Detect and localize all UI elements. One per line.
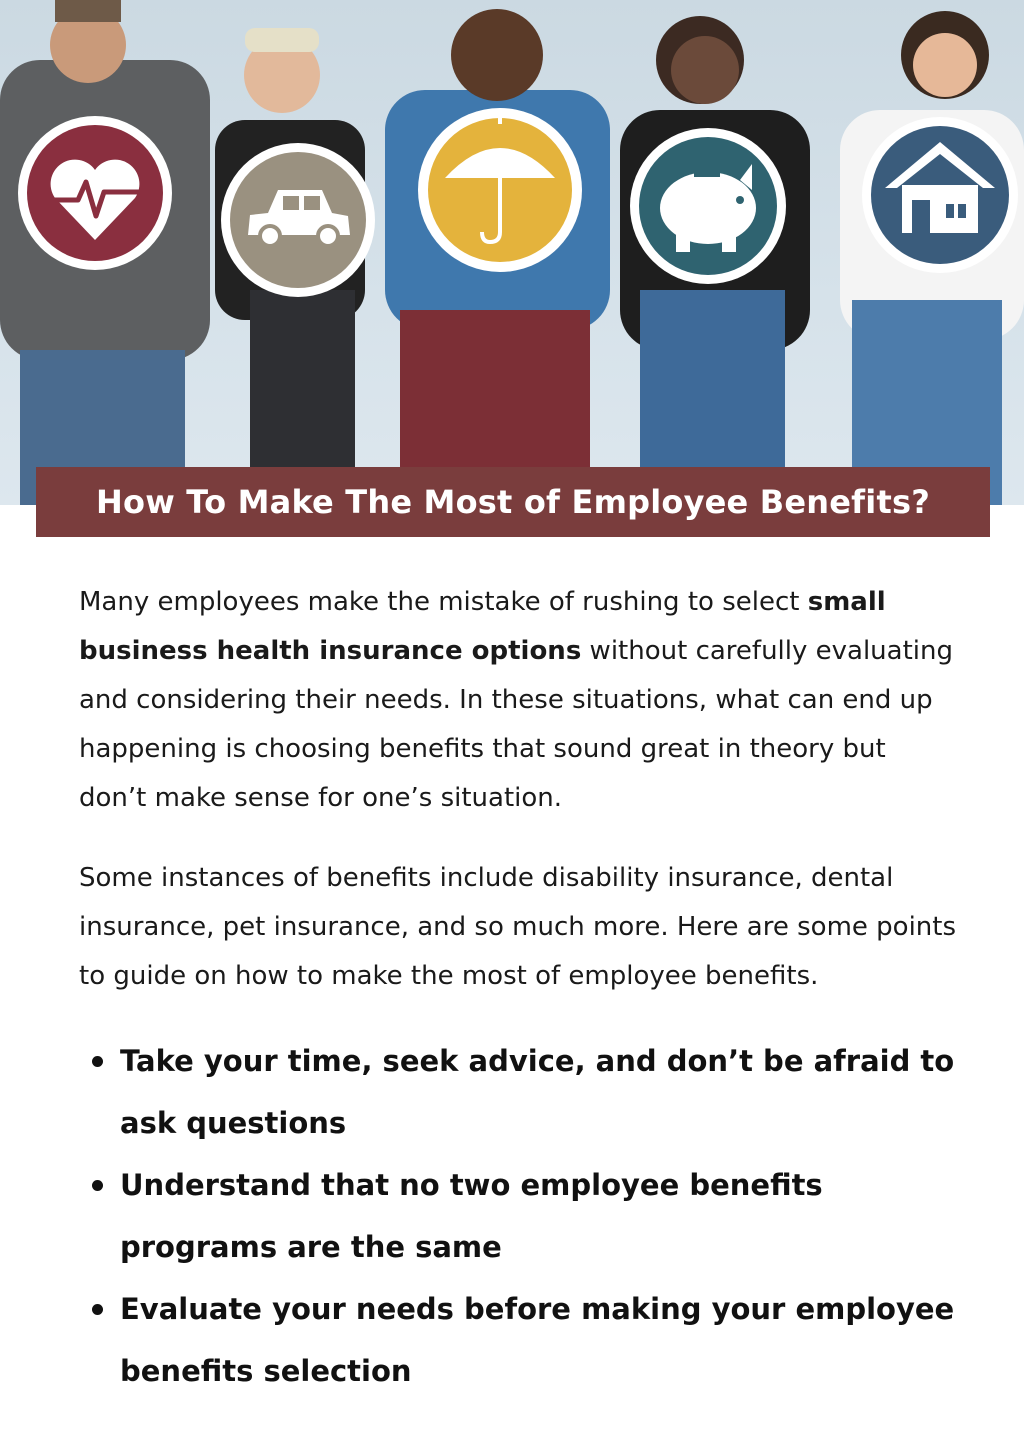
house-icon bbox=[862, 117, 1018, 273]
list-item-text: Evaluate your needs before making your employee benefits selection bbox=[120, 1292, 955, 1388]
list-item-text: Understand that no two employee benefits programs are the same bbox=[120, 1168, 823, 1264]
hero-illustration bbox=[0, 0, 1024, 505]
bullet-icon bbox=[92, 1056, 103, 1067]
list-item bbox=[80, 1154, 970, 1278]
car-icon bbox=[221, 143, 375, 297]
piggy-bank-icon bbox=[630, 128, 786, 284]
bullet-icon bbox=[92, 1304, 103, 1315]
bullet-icon bbox=[92, 1180, 103, 1191]
list-item bbox=[80, 1030, 970, 1154]
tips-list bbox=[80, 1030, 970, 1402]
umbrella-icon bbox=[418, 108, 582, 272]
list-item bbox=[80, 1278, 970, 1402]
benefits-paragraph: Some instances of benefits include disability insurance, dental insurance, pet insurance, and so much more. Here are some points to guide on how to make the most of employee benefits. bbox=[79, 863, 957, 991]
list-item-text: Take your time, seek advice, and don’t be afraid to ask questions bbox=[120, 1044, 955, 1140]
insurance-options-link-text: small business health insurance options bbox=[79, 587, 886, 666]
hero-photo bbox=[0, 0, 1024, 505]
page-title: How To Make The Most of Employee Benefits? bbox=[96, 483, 930, 521]
intro-paragraph bbox=[79, 578, 959, 823]
heart-pulse-icon bbox=[18, 116, 172, 270]
intro-text-end: without carefully evaluating and considering their needs. In these situations, what can end up happening is choosing benefits that sound great in theory but don’t make sense for one’s situation. bbox=[79, 636, 953, 813]
title-banner bbox=[36, 467, 990, 537]
intro-text-start: Many employees make the mistake of rushing to select bbox=[79, 587, 808, 617]
